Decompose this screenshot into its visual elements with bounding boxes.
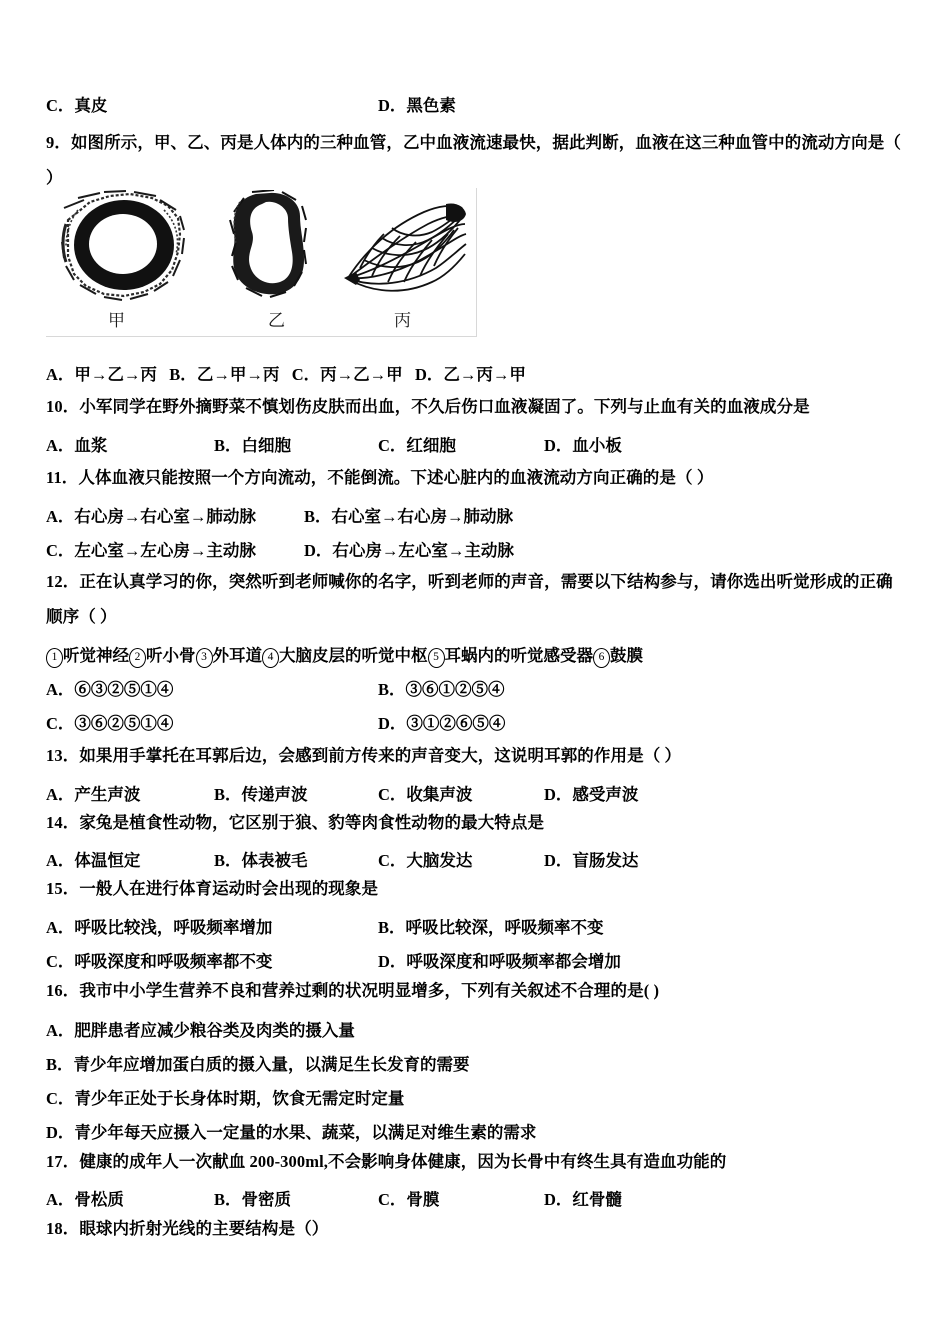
- option-label: C．: [46, 714, 75, 733]
- circled-number-5: 5: [428, 648, 445, 668]
- question-text-cont: 顺序（ ）: [46, 607, 117, 626]
- structure-3: 外耳道: [212, 646, 262, 665]
- option-c-q11: [46, 537, 256, 561]
- option-a-q15: [46, 914, 272, 938]
- question-18-stem: [46, 1221, 328, 1238]
- option-text: 黑色素: [406, 96, 456, 115]
- option-text: 红骨髓: [572, 1190, 622, 1209]
- option-label: C．: [378, 436, 407, 455]
- option-label: A．: [46, 436, 75, 455]
- structure-2: 听小骨: [146, 646, 196, 665]
- option-d-q15: [378, 948, 621, 972]
- option-text: 青少年应增加蛋白质的摄入量，以满足生长发育的需要: [73, 1055, 470, 1074]
- option-text: 青少年每天应摄入一定量的水果、蔬菜，以满足对维生素的需求: [74, 1123, 537, 1142]
- question-text: 眼球内折射光线的主要结构是（）: [79, 1219, 329, 1238]
- question-9-options: [46, 361, 526, 385]
- vein-cross-section-icon: [226, 190, 316, 302]
- option-label: D．: [544, 1190, 573, 1209]
- question-number: 17．: [46, 1152, 80, 1171]
- option-label: A．: [46, 785, 75, 804]
- option-c-q13: [378, 781, 472, 805]
- option-text: 甲→乙→丙: [74, 365, 157, 384]
- option-text: 呼吸比较浅，呼吸频率增加: [74, 918, 273, 937]
- option-label: B．: [169, 365, 197, 384]
- option-text: 丙→乙→甲: [320, 365, 403, 384]
- option-b-q11: [304, 503, 513, 527]
- circled-number-4: 4: [262, 648, 279, 668]
- option-label: D．: [544, 851, 573, 870]
- question-text-cont: ）: [46, 168, 63, 187]
- option-label: A．: [46, 680, 75, 699]
- option-b-q16: [46, 1051, 470, 1075]
- option-c-q14: [378, 847, 472, 871]
- option-sequence: ③⑥①②⑤④: [405, 680, 505, 699]
- option-label: D．: [378, 714, 407, 733]
- question-11-stem: [46, 470, 713, 487]
- option-c-q8: [46, 92, 107, 116]
- option-sequence: ⑥③②⑤①④: [74, 680, 174, 699]
- option-a-q11: [46, 503, 256, 527]
- option-text: 真皮: [74, 96, 108, 115]
- question-12-stem: [46, 574, 893, 591]
- structure-1: 听觉神经: [63, 646, 129, 665]
- option-label: D．: [378, 952, 407, 971]
- option-b-q13: [214, 781, 308, 805]
- option-a-q13: [46, 781, 140, 805]
- question-13-stem: [46, 748, 681, 765]
- circled-number-2: 2: [129, 648, 146, 668]
- circled-number-1: 1: [46, 648, 63, 668]
- structure-4: 大脑皮层的听觉中枢: [279, 646, 428, 665]
- question-number: 10．: [46, 397, 80, 416]
- question-9-stem: [46, 135, 901, 152]
- option-label: D．: [544, 785, 573, 804]
- exam-page: [46, 0, 918, 1344]
- structure-6: 鼓膜: [610, 646, 643, 665]
- question-16-stem: [46, 983, 659, 1000]
- option-sequence: ③①②⑥⑤④: [406, 714, 506, 733]
- option-d-q14: [544, 847, 638, 871]
- option-label: C．: [378, 1190, 407, 1209]
- option-text: 乙→丙→甲: [443, 365, 526, 384]
- option-c-q12: [46, 710, 173, 734]
- question-12-structure-list: [46, 642, 643, 668]
- option-sequence: ③⑥②⑤①④: [74, 714, 174, 733]
- option-label: C．: [46, 96, 75, 115]
- option-text: 青少年正处于长身体时期，饮食无需定时定量: [74, 1089, 405, 1108]
- option-c-q17: [378, 1186, 439, 1210]
- option-text: 红细胞: [406, 436, 456, 455]
- question-15-stem: [46, 881, 378, 898]
- option-text: 感受声波: [572, 785, 639, 804]
- option-label: C．: [378, 785, 407, 804]
- question-number: 9．: [46, 133, 71, 152]
- option-d-q10: [544, 432, 622, 456]
- figure-label-bing: 丙: [394, 311, 411, 330]
- option-a-q12: [46, 676, 173, 700]
- question-10-stem: [46, 399, 810, 416]
- option-text: 传递声波: [241, 785, 308, 804]
- option-label: C．: [291, 365, 321, 384]
- option-label: B．: [304, 507, 332, 526]
- option-d-q8: [378, 92, 456, 116]
- option-text: 肥胖患者应减少粮谷类及肉类的摄入量: [74, 1021, 355, 1040]
- option-label: D．: [46, 1123, 75, 1142]
- option-label: B．: [378, 680, 406, 699]
- option-label: D．: [544, 436, 573, 455]
- option-label: B．: [46, 1055, 74, 1074]
- option-label: A．: [46, 851, 75, 870]
- option-label: D．: [378, 96, 407, 115]
- option-text: 体温恒定: [74, 851, 141, 870]
- question-text: 小军同学在野外摘野菜不慎划伤皮肤而出血，不久后伤口血液凝固了。下列与止血有关的血液成分是: [79, 397, 810, 416]
- option-text: 体表被毛: [241, 851, 308, 870]
- option-label: A．: [46, 365, 75, 384]
- option-d-q16: [46, 1119, 536, 1143]
- option-a-q17: [46, 1186, 124, 1210]
- option-text: 产生声波: [74, 785, 141, 804]
- option-label: C．: [46, 952, 75, 971]
- option-label: D．: [304, 541, 333, 560]
- option-text: 呼吸比较深，呼吸频率不变: [405, 918, 604, 937]
- option-d-q11: [304, 537, 514, 561]
- question-text: 健康的成年人一次献血 200-300ml,不会影响身体健康，因为长骨中有终生具有造血功能的: [79, 1152, 727, 1171]
- option-c-q10: [378, 432, 456, 456]
- capillary-network-icon: [342, 190, 467, 302]
- question-text: 人体血液只能按照一个方向流动，不能倒流。下述心脏内的血液流动方向正确的是（ ）: [78, 468, 714, 487]
- option-text: 骨松质: [74, 1190, 124, 1209]
- option-label: C．: [378, 851, 407, 870]
- option-text: 乙→甲→丙: [196, 365, 280, 384]
- option-label: A．: [46, 507, 75, 526]
- question-number: 13．: [46, 746, 80, 765]
- option-d-q13: [544, 781, 638, 805]
- option-c-q16: [46, 1085, 404, 1109]
- option-label: C．: [46, 541, 75, 560]
- figure-label-yi: 乙: [268, 311, 285, 330]
- question-12-stem-wrap: [46, 609, 117, 626]
- question-14-stem: [46, 815, 544, 832]
- option-text: 骨膜: [406, 1190, 440, 1209]
- option-text: 收集声波: [406, 785, 473, 804]
- question-number: 11．: [46, 468, 79, 487]
- option-label: B．: [378, 918, 406, 937]
- question-text: 如果用手掌托在耳郭后边，会感到前方传来的声音变大，这说明耳郭的作用是（ ）: [79, 746, 682, 765]
- option-c-q15: [46, 948, 272, 972]
- option-b-q17: [214, 1186, 291, 1210]
- option-b-q15: [378, 914, 604, 938]
- option-label: A．: [46, 1021, 75, 1040]
- option-label: B．: [214, 436, 242, 455]
- option-d-q12: [378, 710, 505, 734]
- option-text: 骨密质: [241, 1190, 292, 1209]
- option-text: 盲肠发达: [572, 851, 639, 870]
- question-number: 14．: [46, 813, 80, 832]
- option-a-q10: [46, 432, 107, 456]
- option-text: 呼吸深度和呼吸频率都会增加: [406, 952, 621, 971]
- option-label: D．: [414, 365, 444, 384]
- blood-vessel-figure: [46, 188, 477, 337]
- option-a-q14: [46, 847, 140, 871]
- option-label: A．: [46, 1190, 75, 1209]
- option-a-q16: [46, 1017, 355, 1041]
- option-text: 左心室→左心房→主动脉: [74, 541, 256, 560]
- question-text: 一般人在进行体育运动时会出现的现象是: [79, 879, 379, 898]
- option-text: 右心房→右心室→肺动脉: [74, 507, 256, 526]
- question-text: 我市中小学生营养不良和营养过剩的状况明显增多，下列有关叙述不合理的是( ): [79, 981, 660, 1000]
- option-label: B．: [214, 1190, 242, 1209]
- question-text: 正在认真学习的你，突然听到老师喊你的名字，听到老师的声音，需要以下结构参与，请你选出听觉形成的正确: [79, 572, 893, 591]
- question-number: 18．: [46, 1219, 80, 1238]
- option-label: C．: [46, 1089, 75, 1108]
- option-text: 右心房→左心室→主动脉: [332, 541, 514, 560]
- question-9-stem-wrap: [46, 170, 63, 187]
- option-b-q10: [214, 432, 291, 456]
- figure-label-jia: 甲: [108, 311, 125, 330]
- question-number: 15．: [46, 879, 80, 898]
- artery-cross-section-icon: [60, 190, 188, 302]
- option-label: B．: [214, 851, 242, 870]
- option-b-q12: [378, 676, 505, 700]
- question-text: 如图所示，甲、乙、丙是人体内的三种血管，乙中血液流速最快，据此判断，血液在这三种血管中的流动方向是（: [70, 133, 901, 152]
- structure-5: 耳蜗内的听觉感受器: [444, 646, 593, 665]
- question-17-stem: [46, 1154, 726, 1171]
- option-text: 白细胞: [241, 436, 292, 455]
- option-text: 大脑发达: [406, 851, 473, 870]
- question-text: 家兔是植食性动物，它区别于狼、豹等肉食性动物的最大特点是: [79, 813, 545, 832]
- option-text: 血浆: [74, 436, 108, 455]
- option-text: 呼吸深度和呼吸频率都不变: [74, 952, 273, 971]
- question-number: 12．: [46, 572, 80, 591]
- option-text: 血小板: [572, 436, 622, 455]
- question-number: 16．: [46, 981, 80, 1000]
- circled-number-6: 6: [593, 648, 610, 668]
- option-text: 右心室→右心房→肺动脉: [331, 507, 514, 526]
- option-label: B．: [214, 785, 242, 804]
- option-b-q14: [214, 847, 308, 871]
- option-d-q17: [544, 1186, 622, 1210]
- circled-number-3: 3: [196, 648, 213, 668]
- option-label: A．: [46, 918, 75, 937]
